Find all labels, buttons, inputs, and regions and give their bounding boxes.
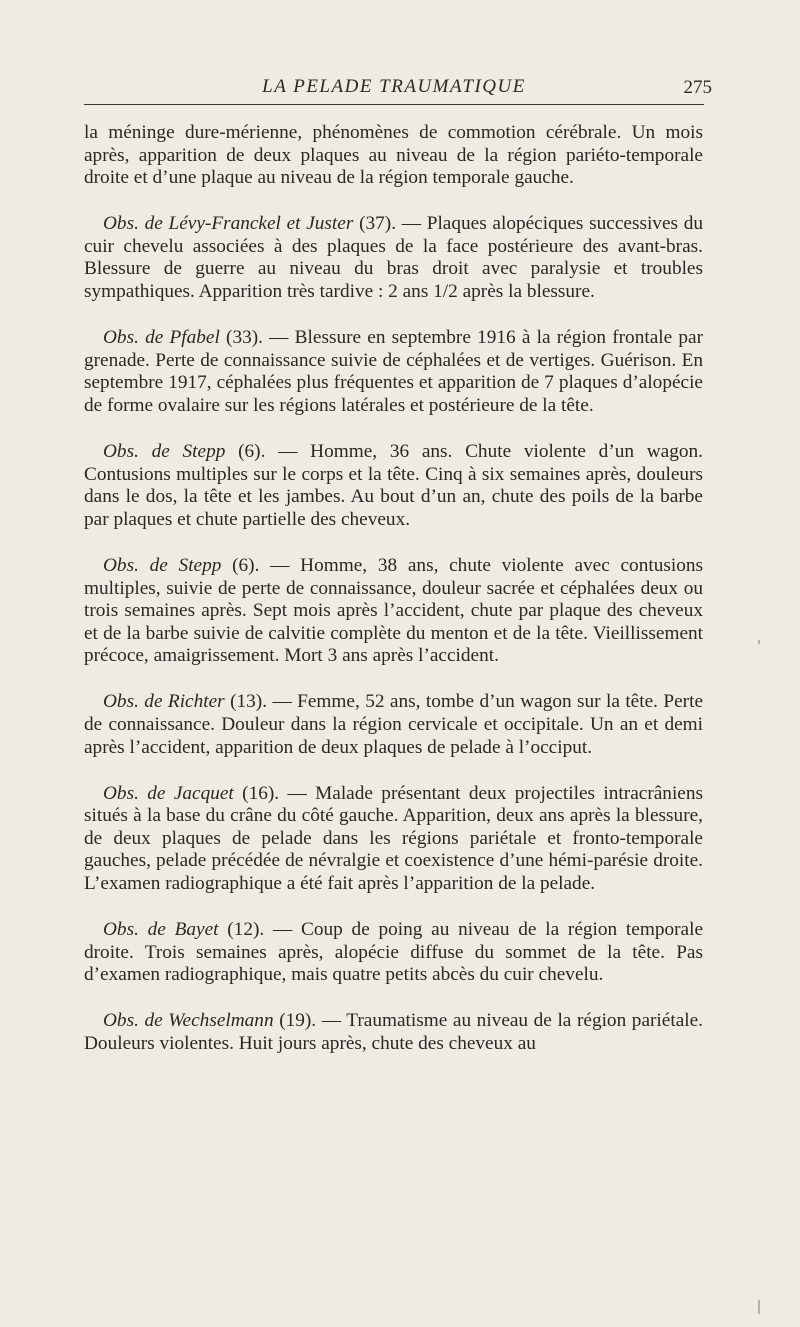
observation-ref: (6). [238,441,266,463]
observation-text: — Malade présentant deux projectiles intracrâniens situés à la base du crâne du côté gauche. Apparition, deux ans après la blessure, de deux plaques de pelade dans les régions pariétale et fronto-temporale gauches, pelade précédée de névralgie et coexistence d’une hémi-parésie droite. L’examen radiographique a été fait après l’apparition de la pelade. [84,782,703,895]
observation-text: — Homme, 36 ans. Chute violente d’un wagon. Contusions multiples sur le corps et la tête. Cinq à six semaines après, douleurs dans le dos, la tête et les jambes. Au bout d’un an, chute des poils de la barbe par plaques et chute partielle des cheveux. [84,441,703,530]
observation-text: — Femme, 52 ans, tombe d’un wagon sur la tête. Perte de connaissance. Douleur dans la région cervicale et occipitale. Un an et demi après l’accident, apparition de deux plaques de pelade à l’occiput. [84,691,704,758]
paragraph-text: la méninge dure-mérienne, phénomènes de commotion cérébrale. Un mois après, apparition de deux plaques au niveau de la région pariéto-temporale droite et d’une plaque au niveau de la région temporale gauche. [84,122,703,189]
observation-author: Obs. de Bayet [103,919,219,941]
observation-ref: (6). [232,554,260,576]
observation-jacquet [84,783,703,896]
observation-ref: (33). [226,327,263,349]
observation-author: Obs. de Stepp [103,441,226,463]
running-head [84,74,712,105]
observation-wechselmann [84,1010,703,1055]
observation-pfabel [84,327,703,417]
observation-ref: (37). [359,213,397,235]
paper-speck [758,640,760,644]
observation-text: — Blessure en septembre 1916 à la région frontale par grenade. Perte de connaissance suivie de céphalées et de vertiges. Guérison. En septembre 1917, céphalées plus fréquentes et apparition de 7 plaques d’alopécie de forme ovalaire sur les régions latérales et postérieure de la tête. [84,327,703,416]
observation-stepp-1 [84,441,703,531]
observation-author: Obs. de Jacquet [103,782,234,804]
observation-author: Obs. de Wechselmann [103,1010,274,1032]
observation-text: — Plaques alopéciques successives du cuir chevelu associées à des plaques de la face postérieure des avant-bras. Blessure de guerre au niveau du bras droit avec paralysie et troubles sympathiques. Apparition très tardive : 2 ans 1/2 après la blessure. [84,213,703,303]
observation-ref: (19). [279,1010,317,1032]
observation-text: — Coup de poing au niveau de la région temporale droite. Trois semaines après, alopécie diffuse du sommet de la tête. Pas d’examen radiographique, mais quatre petits abcès du cuir chevelu. [84,919,704,986]
body-text [84,122,703,1079]
observation-ref: (12). [227,919,265,941]
page-number: 275 [683,77,712,98]
observation-author: Obs. de Richter [103,691,225,713]
observation-author: Obs. de Lévy-Franckel et Juster [103,213,354,235]
observation-author: Obs. de Stepp [103,554,222,576]
paper-speck [758,1300,760,1314]
observation-author: Obs. de Pfabel [103,327,220,349]
observation-stepp-2 [84,555,703,668]
observation-ref: (13). [230,691,268,713]
paragraph-continuation [84,122,703,190]
observation-text: — Homme, 38 ans, chute violente avec contusions multiples, suivie de perte de connaissance, douleur sacrée et céphalées deux ou trois semaines après. Sept mois après l’accident, chute par plaque des cheveux et de la barbe suivie de calvitie complète du menton et de la tête. Vieillissement précoce, amaigrissement. Mort 3 ans après l’accident. [84,554,703,667]
observation-richter [84,691,703,759]
observation-ref: (16). [242,782,280,804]
running-title: LA PELADE TRAUMATIQUE [262,76,526,97]
observation-bayet [84,919,703,987]
observation-text: — Traumatisme au niveau de la région pariétale. Douleurs violentes. Huit jours après, chute des cheveux au [84,1010,703,1054]
observation-levy-franckel-juster [84,213,703,303]
